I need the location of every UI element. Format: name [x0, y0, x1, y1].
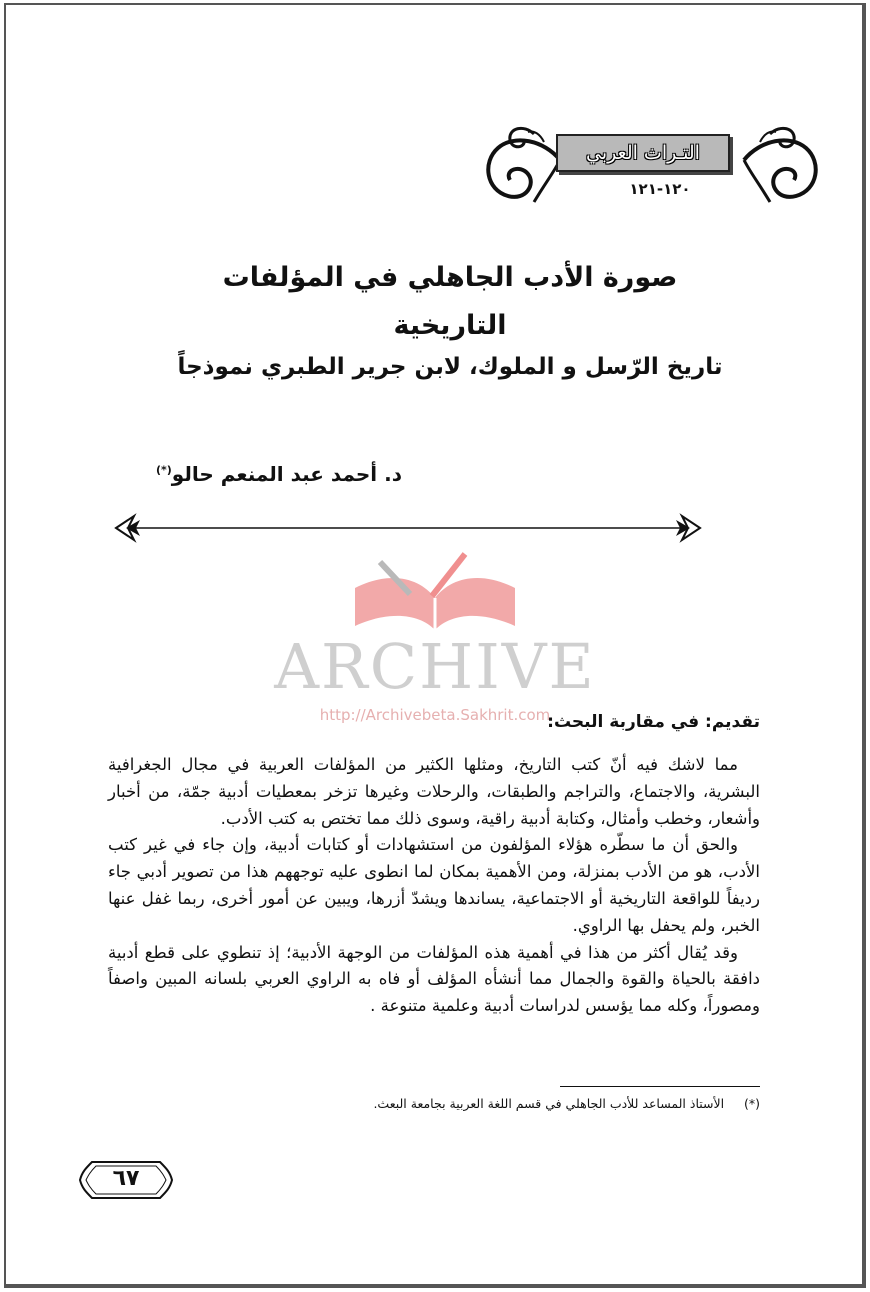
article-title-line2: التاريخية [393, 310, 507, 341]
watermark-text: ARCHIVE [274, 630, 596, 703]
paragraph: والحق أن ما سطّره هؤلاء المؤلفون من استشهادات أو كتابات أدبية، وإن جاء في غير كتب الأدب، هو من الأدب بمنزلة، ومن الأهمية بمكان لما انطوى عليه توجههم هذا من تصوير أدبي جاء رديفاً للواقعة التاريخية أو الاجتماعية، يساندها ويشدّ أزرها، ويبين عن أمور أخرى، ربما غفل عنها الخبر، ولم يحفل بها الراوي. [108, 835, 760, 935]
book-logo-icon [260, 548, 610, 638]
issue-numbers: ١٢٠-١٢١ [629, 180, 691, 198]
article-subtitle: تاريخ الرّسل و الملوك، لابن جرير الطبري نموذجاً [177, 354, 723, 380]
journal-title: التـراث العربي [586, 142, 700, 164]
section-heading: تقديم: في مقاربة البحث: [547, 712, 760, 732]
article-title-line1: صورة الأدب الجاهلي في المؤلفات [222, 262, 678, 293]
page-number: ٦٧ [112, 1166, 140, 1191]
footnote-separator [560, 1086, 760, 1087]
paragraph: مما لاشك فيه أنّ كتب التاريخ، ومثلها الكثير من المؤلفات العربية في مجال الجغرافية البشرية، والاجتماع، والتراجم والطبقات، والرحلات وغيرها تزخر بمعطيات أدبية جمّة، من أخبار وأشعار، وخطب وأمثال، وكتابة أدبية راقية، وسوى ذلك مما تختص به كتب الأدب. [108, 755, 760, 828]
footnote-mark: (*) [743, 1096, 760, 1111]
author-line [150, 462, 402, 486]
author-name: د. أحمد عبد المنعم حالو [171, 462, 402, 486]
author-footnote-mark: (*) [155, 463, 172, 477]
left-ornament-icon [474, 120, 566, 212]
body-text [108, 752, 760, 1020]
divider-line [112, 510, 704, 546]
footnote-text: الأستاذ المساعد للأدب الجاهلي في قسم اللغة العربية بجامعة البعث. [373, 1096, 725, 1111]
paragraph: وقد يُقال أكثر من هذا في أهمية هذه المؤلفات من الوجهة الأدبية؛ إذ تنطوي على قطع أدبية دافقة بالحياة والقوة والجمال مما أنشأه المؤلف أو فاه به الراوي العربي بلسانه المبين واصفاً ومصوراً، وكله مما يؤسس لدراسات أدبية وعلمية متنوعة . [108, 942, 760, 1016]
watermark-url: http://Archivebeta.Sakhrit.com [319, 706, 551, 724]
footnote [300, 1096, 760, 1111]
right-ornament-icon [738, 120, 834, 212]
journal-banner [556, 134, 730, 172]
